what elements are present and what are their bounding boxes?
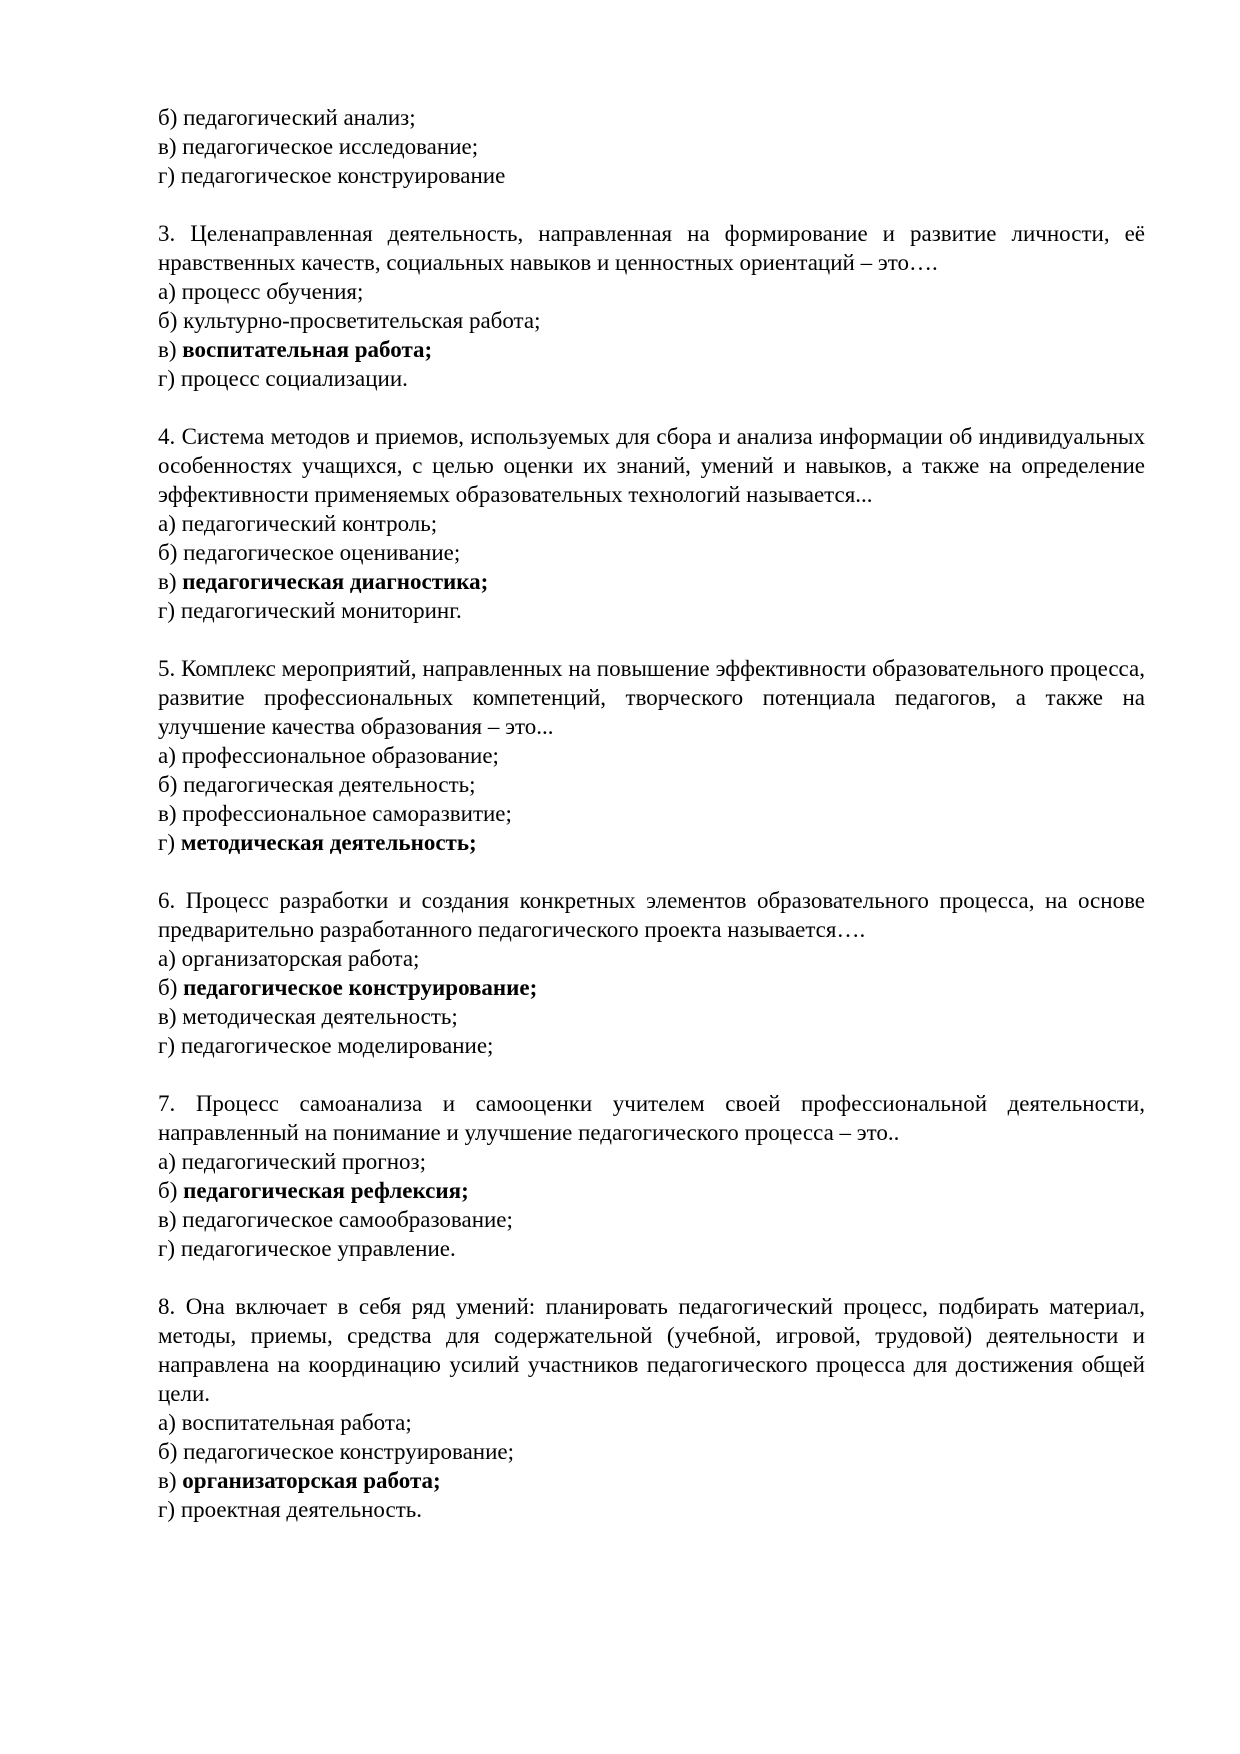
option-letter: в) xyxy=(158,801,177,826)
option-text: профессиональное саморазвитие; xyxy=(182,801,512,826)
answer-option xyxy=(158,103,1145,132)
option-letter: в) xyxy=(158,569,177,594)
question-number: 6. xyxy=(158,888,176,913)
answer-option-correct xyxy=(158,973,1145,1002)
question-stem xyxy=(158,1292,1145,1408)
answer-option xyxy=(158,161,1145,190)
answer-option xyxy=(158,1031,1145,1060)
option-letter: г) xyxy=(158,1497,176,1522)
option-letter: в) xyxy=(158,1468,177,1493)
option-letter: а) xyxy=(158,279,176,304)
question-7 xyxy=(158,1089,1145,1263)
answer-option xyxy=(158,1205,1145,1234)
answer-option-correct xyxy=(158,567,1145,596)
option-text: педагогическое исследование; xyxy=(182,134,479,159)
answer-option xyxy=(158,1147,1145,1176)
question-5 xyxy=(158,654,1145,857)
option-text: педагогическое конструирование xyxy=(180,163,506,188)
option-text: воспитательная работа; xyxy=(181,1410,412,1435)
answer-option xyxy=(158,770,1145,799)
question-6 xyxy=(158,886,1145,1060)
option-text: педагогический мониторинг. xyxy=(180,598,462,623)
question-3 xyxy=(158,219,1145,393)
option-text: проектная деятельность. xyxy=(180,1497,423,1522)
option-letter: в) xyxy=(158,337,177,362)
answer-option xyxy=(158,799,1145,828)
option-letter: а) xyxy=(158,1149,176,1174)
answer-option xyxy=(158,741,1145,770)
answer-option xyxy=(158,538,1145,567)
option-text: педагогическое моделирование; xyxy=(180,1033,494,1058)
option-text: педагогический контроль; xyxy=(181,511,438,536)
question-number: 5. xyxy=(158,656,176,681)
answer-option-correct xyxy=(158,1176,1145,1205)
option-letter: а) xyxy=(158,743,176,768)
option-letter: г) xyxy=(158,366,176,391)
option-text: методическая деятельность; xyxy=(182,1004,458,1029)
question-stem xyxy=(158,219,1145,277)
document-page xyxy=(158,103,1145,1524)
answer-option-correct xyxy=(158,335,1145,364)
option-letter: г) xyxy=(158,1033,176,1058)
question-number: 3. xyxy=(158,221,176,246)
option-text: процесс социализации. xyxy=(180,366,408,391)
option-letter: г) xyxy=(158,830,176,855)
option-text: организаторская работа; xyxy=(182,1468,441,1493)
answer-option xyxy=(158,306,1145,335)
option-text: педагогическое самообразование; xyxy=(182,1207,513,1232)
question-text: Процесс разработки и создания конкретных элементов образовательного процесса, на основе предварительно разработанного педагогического проекта называется…. xyxy=(158,888,1146,942)
question-number: 7. xyxy=(158,1091,176,1116)
option-text: организаторская работа; xyxy=(181,946,420,971)
answer-option xyxy=(158,132,1145,161)
option-text: педагогическое управление. xyxy=(180,1236,456,1261)
option-letter: в) xyxy=(158,134,177,159)
question-text: Целенаправленная деятельность, направленная на формирование и развитие личности, её нравственных качеств, социальных навыков и ценностных ориентаций – это…. xyxy=(158,221,1146,275)
option-letter: а) xyxy=(158,1410,176,1435)
question-text: Процесс самоанализа и самооценки учителем своей профессиональной деятельности, направленный на понимание и улучшение педагогического процесса – это.. xyxy=(158,1091,1145,1145)
question-8 xyxy=(158,1292,1145,1524)
answer-option xyxy=(158,277,1145,306)
answer-option xyxy=(158,1437,1145,1466)
option-letter: б) xyxy=(158,772,178,797)
answer-option-correct xyxy=(158,1466,1145,1495)
option-letter: б) xyxy=(158,1439,178,1464)
question-stem xyxy=(158,1089,1145,1147)
option-letter: б) xyxy=(158,308,178,333)
option-text: педагогическая рефлексия; xyxy=(183,1178,469,1203)
questions-list xyxy=(158,219,1145,1524)
answer-option xyxy=(158,596,1145,625)
option-letter: г) xyxy=(158,1236,176,1261)
question-stem xyxy=(158,422,1145,509)
answer-option xyxy=(158,1234,1145,1263)
answer-option xyxy=(158,1408,1145,1437)
option-letter: г) xyxy=(158,163,176,188)
option-text: культурно-просветительская работа; xyxy=(183,308,541,333)
question-4 xyxy=(158,422,1145,625)
option-letter: а) xyxy=(158,511,176,536)
answer-option xyxy=(158,364,1145,393)
option-text: педагогическая диагностика; xyxy=(182,569,489,594)
answer-option-correct xyxy=(158,828,1145,857)
option-letter: б) xyxy=(158,975,178,1000)
option-letter: б) xyxy=(158,105,178,130)
option-text: методическая деятельность; xyxy=(180,830,477,855)
option-text: педагогический прогноз; xyxy=(181,1149,426,1174)
option-letter: а) xyxy=(158,946,176,971)
answer-option xyxy=(158,509,1145,538)
option-text: педагогическая деятельность; xyxy=(183,772,476,797)
question-stem xyxy=(158,654,1145,741)
question-stem xyxy=(158,886,1145,944)
option-text: педагогическое конструирование; xyxy=(183,975,538,1000)
option-letter: г) xyxy=(158,598,176,623)
previous-question-options xyxy=(158,103,1145,190)
option-text: профессиональное образование; xyxy=(181,743,499,768)
question-text: Комплекс мероприятий, направленных на повышение эффективности образовательного процесса, развитие профессиональных компетенций, творческого потенциала педагогов, а также на улучшение качества образования – это... xyxy=(158,656,1146,739)
question-number: 4. xyxy=(158,424,176,449)
option-text: педагогический анализ; xyxy=(183,105,416,130)
option-text: процесс обучения; xyxy=(181,279,364,304)
answer-option xyxy=(158,1495,1145,1524)
option-letter: в) xyxy=(158,1207,177,1232)
option-text: педагогическое оценивание; xyxy=(183,540,461,565)
question-number: 8. xyxy=(158,1294,176,1319)
option-letter: в) xyxy=(158,1004,177,1029)
question-text: Система методов и приемов, используемых для сбора и анализа информации об индивидуальных особенностях учащихся, с целью оценки их знаний, умений и навыков, а также на определение эффективности применяемых образовательных технологий называется... xyxy=(158,424,1145,507)
option-letter: б) xyxy=(158,540,178,565)
answer-option xyxy=(158,1002,1145,1031)
option-text: воспитательная работа; xyxy=(182,337,433,362)
option-text: педагогическое конструирование; xyxy=(183,1439,514,1464)
answer-option xyxy=(158,944,1145,973)
question-text: Она включает в себя ряд умений: планировать педагогический процесс, подбирать материал, методы, приемы, средства для содержательной (учебной, игровой, трудовой) деятельности и направлена на координацию усилий участников педагогического процесса для достижения общей цели. xyxy=(158,1294,1146,1406)
option-letter: б) xyxy=(158,1178,178,1203)
